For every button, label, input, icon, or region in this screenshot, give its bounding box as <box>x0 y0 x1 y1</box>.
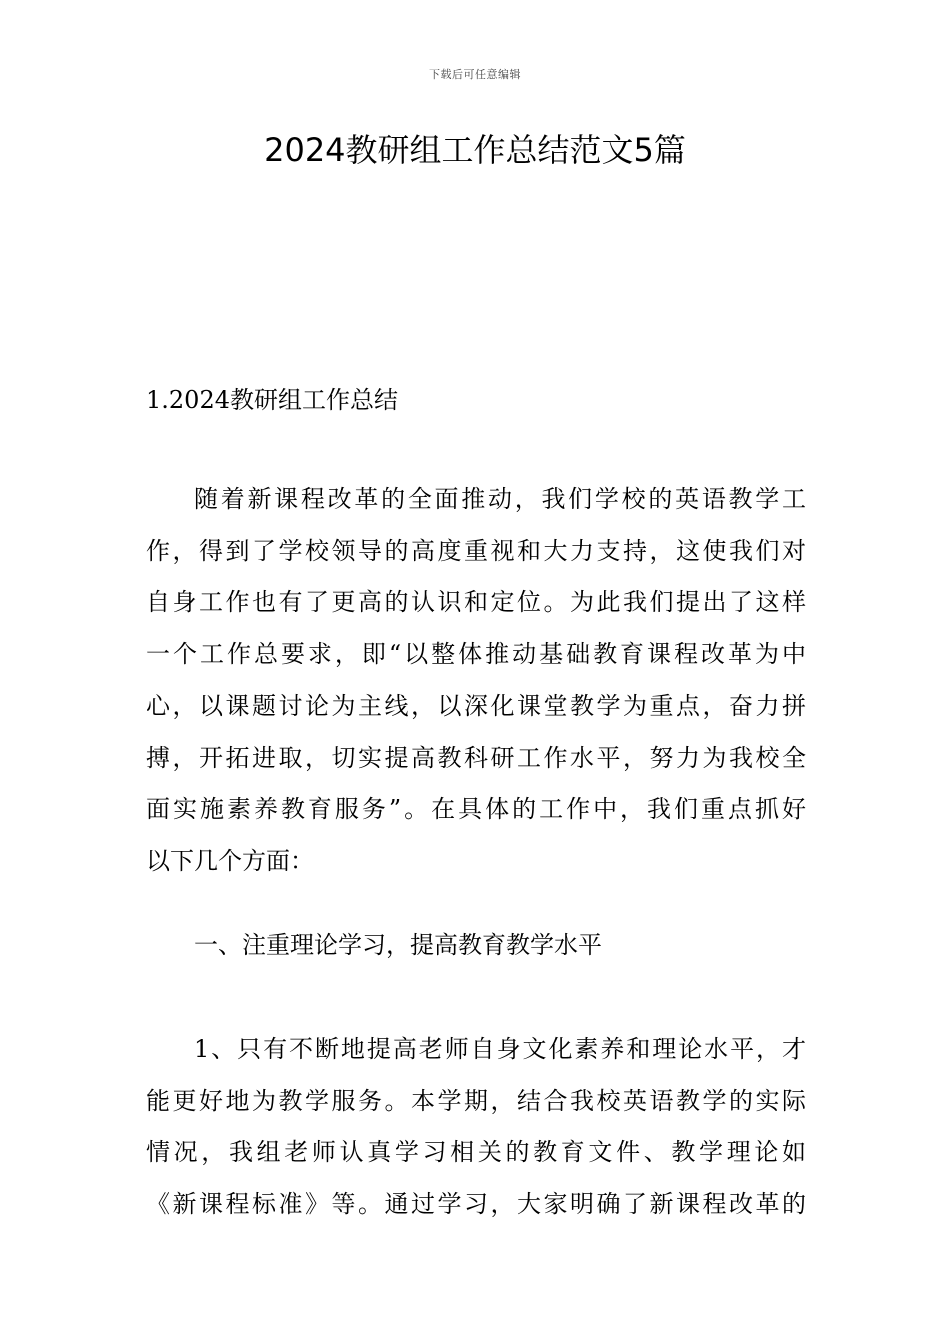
paragraph-line: 随着新课程改革的全面推动，我们学校的英语教学工 <box>194 485 806 513</box>
paragraph-line: 1、只有不断地提高老师自身文化素养和理论水平，才 <box>194 1035 806 1063</box>
paragraph-line: 心，以课题讨论为主线，以深化课堂教学为重点，奋力拼 <box>146 691 806 720</box>
header-note: 下载后可任意编辑 <box>429 68 521 81</box>
paragraph-line: 以下几个方面： <box>146 846 314 875</box>
body-paragraph <box>146 1024 806 1231</box>
paragraph-line: 面实施素养教育服务”。在具体的工作中，我们重点抓好 <box>146 795 806 824</box>
section-heading: 1.2024教研组工作总结 <box>146 386 398 414</box>
paragraph-line: 一个工作总要求，即“以整体推动基础教育课程改革为中 <box>146 640 806 669</box>
subsection-heading: 一、注重理论学习，提高教育教学水平 <box>194 931 602 959</box>
paragraph-line: 作，得到了学校领导的高度重视和大力支持，这使我们对 <box>146 536 806 565</box>
paragraph-line: 《新课程标准》等。通过学习，大家明确了新课程改革的 <box>146 1190 806 1219</box>
paragraph-line: 情况，我组老师认真学习相关的教育文件、教学理论如 <box>146 1138 806 1167</box>
intro-paragraph <box>146 474 806 888</box>
paragraph-line: 能更好地为教学服务。本学期，结合我校英语教学的实际 <box>146 1086 806 1115</box>
document-title: 2024教研组工作总结范文5篇 <box>264 131 686 169</box>
paragraph-line: 自身工作也有了更高的认识和定位。为此我们提出了这样 <box>146 588 806 617</box>
paragraph-line: 搏，开拓进取，切实提高教科研工作水平，努力为我校全 <box>146 743 806 772</box>
